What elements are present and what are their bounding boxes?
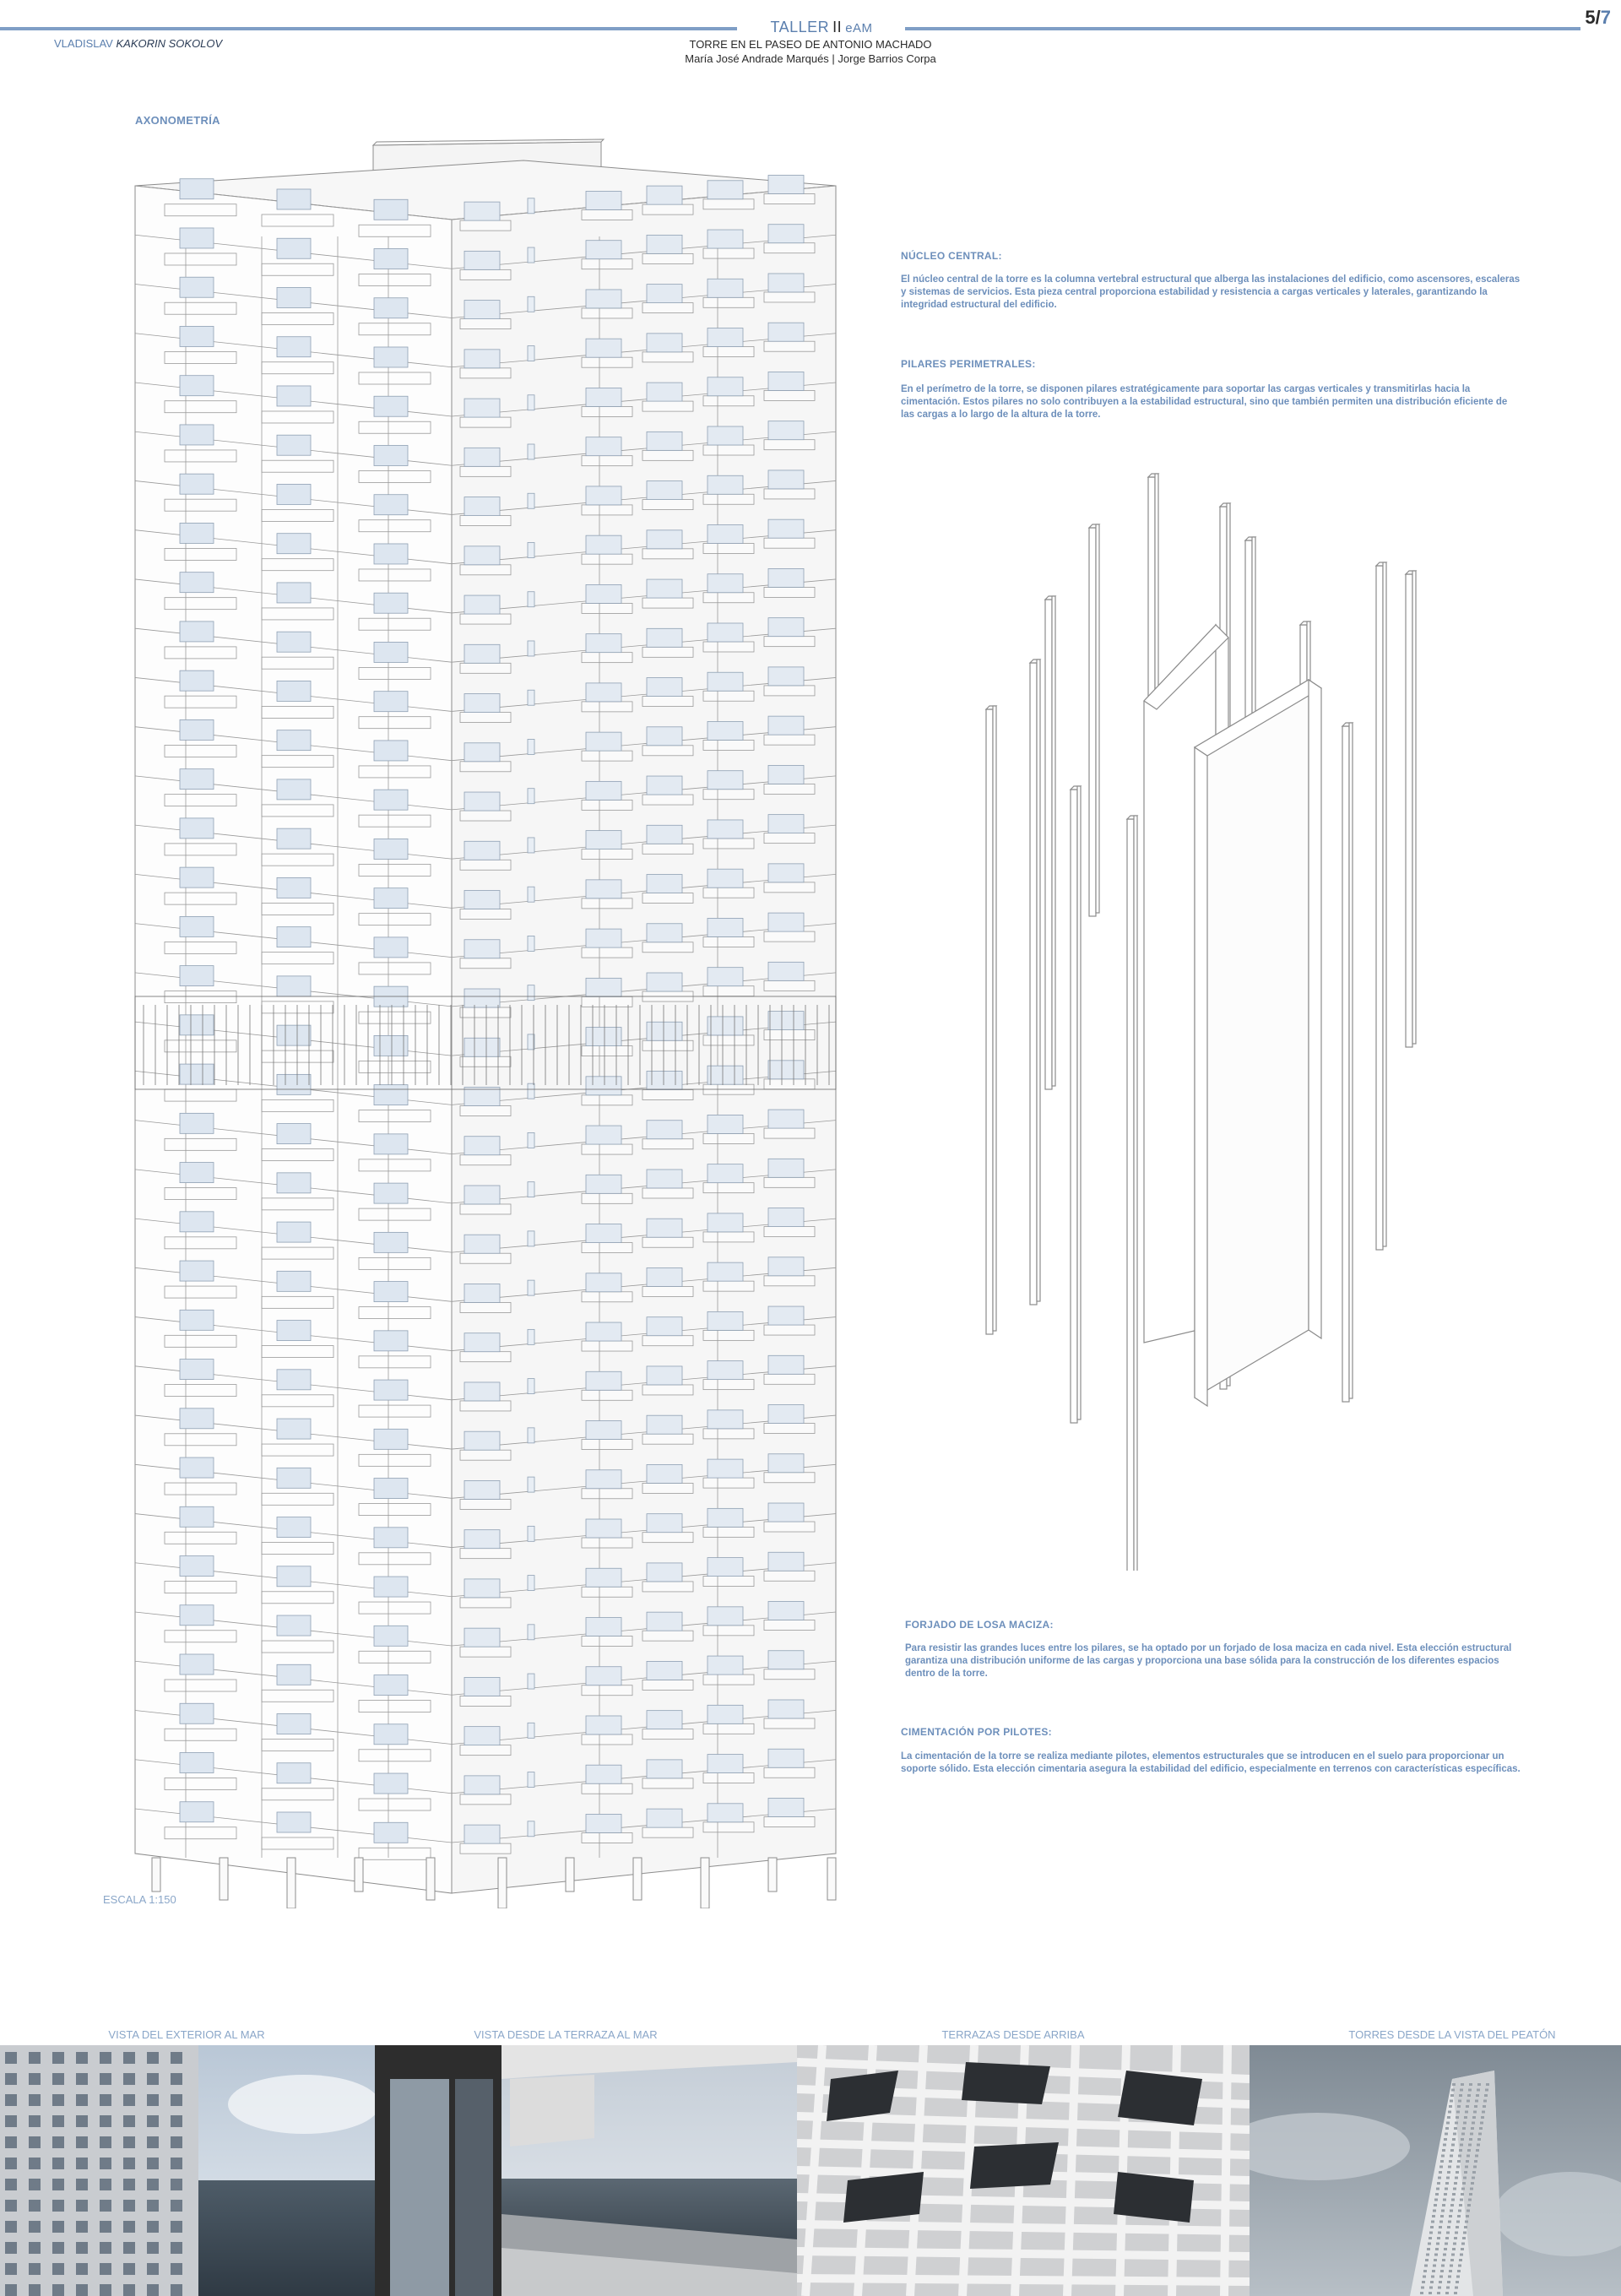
course-number: II bbox=[832, 19, 843, 35]
author-first-name: VLADISLAV bbox=[54, 37, 113, 50]
header-rule-left bbox=[0, 27, 737, 30]
photo-caption-2: VISTA DESDE LA TERRAZA AL MAR bbox=[474, 2028, 658, 2041]
drawing-title: AXONOMETRÍA bbox=[135, 114, 220, 127]
drawing-scale: ESCALA 1:150 bbox=[103, 1893, 176, 1906]
structure-diagram bbox=[937, 456, 1528, 1571]
section-slab-text: Para resistir las grandes luces entre los pilares, se ha optado por un forjado de losa maciza en cada nivel. Esta elección estructural garantiza una distribución uniforme de las cargas y proporciona una base sólida para la construcción de los diferentes espacios dentro de la torre. bbox=[905, 1643, 1512, 1679]
section-foundation-text: La cimentación de la torre se realiza mediante pilotes, elementos estructurales que se introducen en el suelo para proporcionar un soporte sólido. Esta elección cimentaria asegura la estabilidad del edificio, especialmente en terrenos con características específicas. bbox=[901, 1751, 1521, 1774]
section-pillars-title: PILARES PERIMETRALES: bbox=[901, 358, 1036, 370]
course-name: TALLER bbox=[770, 19, 830, 35]
photo-terraces-above bbox=[797, 2045, 1250, 2296]
photo-caption-4: TORRES DESDE LA VISTA DEL PEATÓN bbox=[1348, 2028, 1556, 2041]
section-pillars-text: En el perímetro de la torre, se disponen pilares estratégicamente para soportar las cargas verticales y transmitirlas hacia la cimentación. Estos pilares no solo contribuyen a la estabilidad estructural, sino que también permiten una distribución eficiente de las cargas a lo largo de la altura de la torre. bbox=[901, 384, 1508, 420]
course-title bbox=[737, 19, 906, 36]
section-core-text: El núcleo central de la torre es la columna vertebral estructural que alberga las instalaciones del edificio, como ascensores, escaleras y sistemas de servicios. Esta pieza central proporciona estabilidad y resistencia a cargas verticales y laterales, garantizando la integridad estructural del edificio. bbox=[901, 274, 1521, 310]
project-title: TORRE EN EL PASEO DE ANTONIO MACHADO bbox=[689, 38, 932, 51]
photo-exterior-sea bbox=[0, 2045, 375, 2296]
photo-caption-3: TERRAZAS DESDE ARRIBA bbox=[941, 2028, 1085, 2041]
tutors: María José Andrade Marqués | Jorge Barrios Corpa bbox=[685, 52, 936, 65]
page-current: 5 bbox=[1585, 7, 1596, 28]
page-number bbox=[1585, 7, 1611, 29]
section-slab-title: FORJADO DE LOSA MACIZA: bbox=[905, 1619, 1054, 1631]
author-name bbox=[54, 37, 222, 50]
tower-axonometry-drawing bbox=[127, 135, 844, 1908]
header-rule-right bbox=[905, 27, 1580, 30]
photo-tower-pedestrian bbox=[1250, 2045, 1621, 2296]
photo-caption-1: VISTA DEL EXTERIOR AL MAR bbox=[108, 2028, 265, 2041]
section-core-title: NÚCLEO CENTRAL: bbox=[901, 250, 1002, 262]
course-subtitle: eAM bbox=[845, 21, 873, 35]
page-total: 7 bbox=[1600, 7, 1611, 28]
photo-terrace-sea bbox=[375, 2045, 797, 2296]
author-last-name: KAKORIN SOKOLOV bbox=[116, 37, 223, 50]
page-separator: / bbox=[1595, 7, 1601, 28]
project-header bbox=[642, 37, 979, 66]
section-foundation-title: CIMENTACIÓN POR PILOTES: bbox=[901, 1726, 1052, 1738]
